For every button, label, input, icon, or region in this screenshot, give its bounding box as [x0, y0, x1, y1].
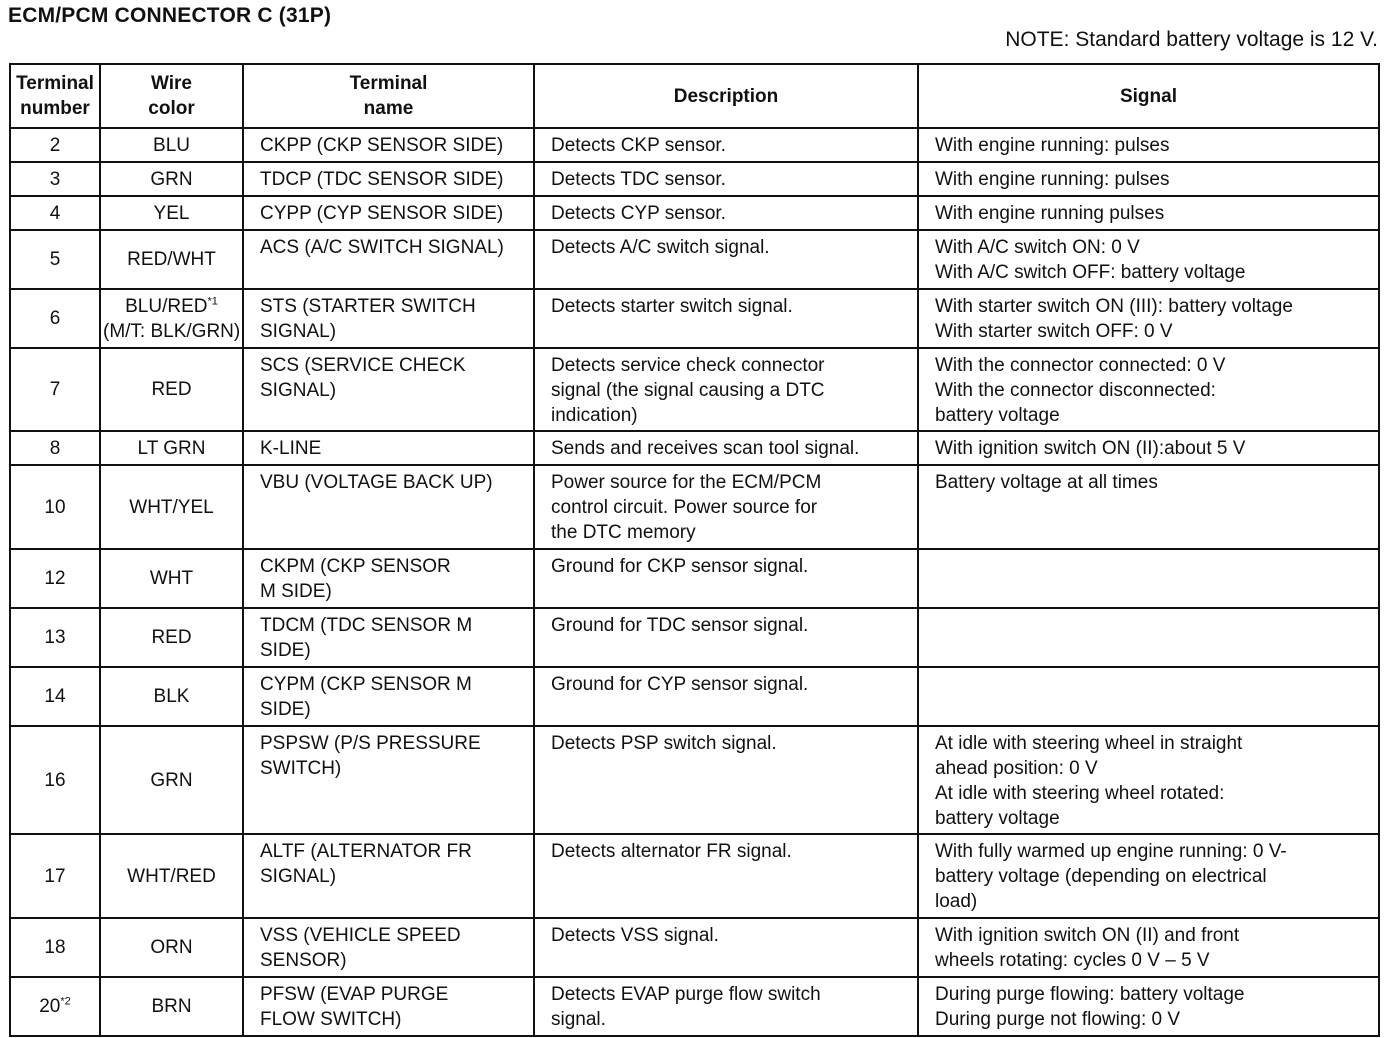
terminal-description: Detects starter switch signal.: [534, 289, 918, 348]
terminal-signal: During purge flowing: battery voltage During purge not flowing: 0 V: [918, 977, 1379, 1036]
terminal-signal: With engine running pulses: [918, 196, 1379, 230]
terminal-name: CYPP (CYP SENSOR SIDE): [243, 196, 534, 230]
wire-color: WHT: [100, 549, 243, 608]
terminal-name: SCS (SERVICE CHECK SIGNAL): [243, 348, 534, 431]
terminal-description: Detects TDC sensor.: [534, 162, 918, 196]
terminal-description: Detects CYP sensor.: [534, 196, 918, 230]
table-row: [10, 162, 1379, 196]
wire-color: RED: [100, 608, 243, 667]
wire-color: WHT/RED: [100, 834, 243, 918]
terminal-name: ACS (A/C SWITCH SIGNAL): [243, 230, 534, 289]
terminal-name: PSPSW (P/S PRESSURE SWITCH): [243, 726, 534, 834]
terminal-number: 3: [10, 162, 100, 196]
terminal-number: 2: [10, 128, 100, 162]
table-row: [10, 196, 1379, 230]
terminal-signal: Battery voltage at all times: [918, 465, 1379, 549]
wire-color: BLU: [100, 128, 243, 162]
table-row: [10, 608, 1379, 667]
terminal-description: Detects PSP switch signal.: [534, 726, 918, 834]
header-description: Description: [534, 64, 918, 128]
terminal-number: 12: [10, 549, 100, 608]
terminal-number-cell: [10, 977, 100, 1036]
terminal-signal: With engine running: pulses: [918, 162, 1379, 196]
table-row: [10, 348, 1379, 431]
terminal-description: Detects A/C switch signal.: [534, 230, 918, 289]
wire-color: BRN: [100, 977, 243, 1036]
battery-voltage-note: NOTE: Standard battery voltage is 12 V.: [1005, 28, 1378, 51]
table-header-row: [10, 64, 1379, 128]
terminal-number: 10: [10, 465, 100, 549]
terminal-signal: With the connector connected: 0 V With the connector disconnected: battery voltage: [918, 348, 1379, 431]
terminal-number: 16: [10, 726, 100, 834]
page-title: ECM/PCM CONNECTOR C (31P): [8, 4, 332, 27]
terminal-number: 20: [39, 996, 61, 1017]
wire-color-cell: [100, 289, 243, 348]
terminal-number: 7: [10, 348, 100, 431]
terminal-number: 13: [10, 608, 100, 667]
terminal-signal: [918, 667, 1379, 726]
wire-color: RED/WHT: [100, 230, 243, 289]
terminal-signal: [918, 608, 1379, 667]
header-signal: Signal: [918, 64, 1379, 128]
wire-color: RED: [100, 348, 243, 431]
wire-color: BLK: [100, 667, 243, 726]
terminal-name: PFSW (EVAP PURGE FLOW SWITCH): [243, 977, 534, 1036]
table-row: [10, 128, 1379, 162]
terminal-description: Power source for the ECM/PCM control circuit. Power source for the DTC memory: [534, 465, 918, 549]
terminal-description: Ground for CYP sensor signal.: [534, 667, 918, 726]
terminal-signal: With fully warmed up engine running: 0 V- battery voltage (depending on electrical load): [918, 834, 1379, 918]
terminal-description: Detects service check connector signal (the signal causing a DTC indication): [534, 348, 918, 431]
terminal-signal: [918, 549, 1379, 608]
terminal-signal: With engine running: pulses: [918, 128, 1379, 162]
wire-color: BLU/RED: [125, 295, 208, 317]
terminal-number: 8: [10, 431, 100, 465]
terminal-number: 6: [10, 289, 100, 348]
terminal-name: TDCP (TDC SENSOR SIDE): [243, 162, 534, 196]
terminal-description: Ground for CKP sensor signal.: [534, 549, 918, 608]
wire-color: GRN: [100, 726, 243, 834]
terminal-number: 4: [10, 196, 100, 230]
terminal-signal: With ignition switch ON (II) and front wheels rotating: cycles 0 V – 5 V: [918, 918, 1379, 977]
table-row: [10, 667, 1379, 726]
header-terminal-name: Terminal name: [243, 64, 534, 128]
table-row: [10, 834, 1379, 918]
table-row: [10, 230, 1379, 289]
terminal-description: Detects CKP sensor.: [534, 128, 918, 162]
terminal-number: 14: [10, 667, 100, 726]
terminal-name: STS (STARTER SWITCH SIGNAL): [243, 289, 534, 348]
table-row: [10, 549, 1379, 608]
header-wire-color: Wire color: [100, 64, 243, 128]
terminal-name: VSS (VEHICLE SPEED SENSOR): [243, 918, 534, 977]
terminal-signal: With starter switch ON (III): battery voltage With starter switch OFF: 0 V: [918, 289, 1379, 348]
footnote-mark: *1: [207, 295, 218, 308]
terminal-description: Ground for TDC sensor signal.: [534, 608, 918, 667]
terminal-name: TDCM (TDC SENSOR M SIDE): [243, 608, 534, 667]
terminal-description: Sends and receives scan tool signal.: [534, 431, 918, 465]
terminal-name: K-LINE: [243, 431, 534, 465]
footnote-mark: *2: [60, 995, 71, 1008]
terminal-description: Detects alternator FR signal.: [534, 834, 918, 918]
table-row: [10, 977, 1379, 1036]
terminal-signal: With A/C switch ON: 0 V With A/C switch OFF: battery voltage: [918, 230, 1379, 289]
wire-color: YEL: [100, 196, 243, 230]
terminal-number: 17: [10, 834, 100, 918]
wire-color: LT GRN: [100, 431, 243, 465]
wire-color: ORN: [100, 918, 243, 977]
terminal-name: ALTF (ALTERNATOR FR SIGNAL): [243, 834, 534, 918]
terminal-name: CKPM (CKP SENSOR M SIDE): [243, 549, 534, 608]
table-row: [10, 726, 1379, 834]
terminal-signal: At idle with steering wheel in straight ahead position: 0 V At idle with steering wheel rotated: battery voltage: [918, 726, 1379, 834]
table-row: [10, 289, 1379, 348]
terminal-number: 18: [10, 918, 100, 977]
terminal-name: VBU (VOLTAGE BACK UP): [243, 465, 534, 549]
terminal-number: 5: [10, 230, 100, 289]
terminal-name: CKPP (CKP SENSOR SIDE): [243, 128, 534, 162]
wire-color: WHT/YEL: [100, 465, 243, 549]
header-terminal-number: Terminal number: [10, 64, 100, 128]
table-row: [10, 431, 1379, 465]
terminal-signal: With ignition switch ON (II):about 5 V: [918, 431, 1379, 465]
wire-color-note: (M/T: BLK/GRN): [103, 320, 241, 342]
terminal-description: Detects VSS signal.: [534, 918, 918, 977]
table-row: [10, 465, 1379, 549]
terminal-name: CYPM (CKP SENSOR M SIDE): [243, 667, 534, 726]
connector-terminal-table: [9, 63, 1380, 1037]
wire-color: GRN: [100, 162, 243, 196]
terminal-description: Detects EVAP purge flow switch signal.: [534, 977, 918, 1036]
table-row: [10, 918, 1379, 977]
